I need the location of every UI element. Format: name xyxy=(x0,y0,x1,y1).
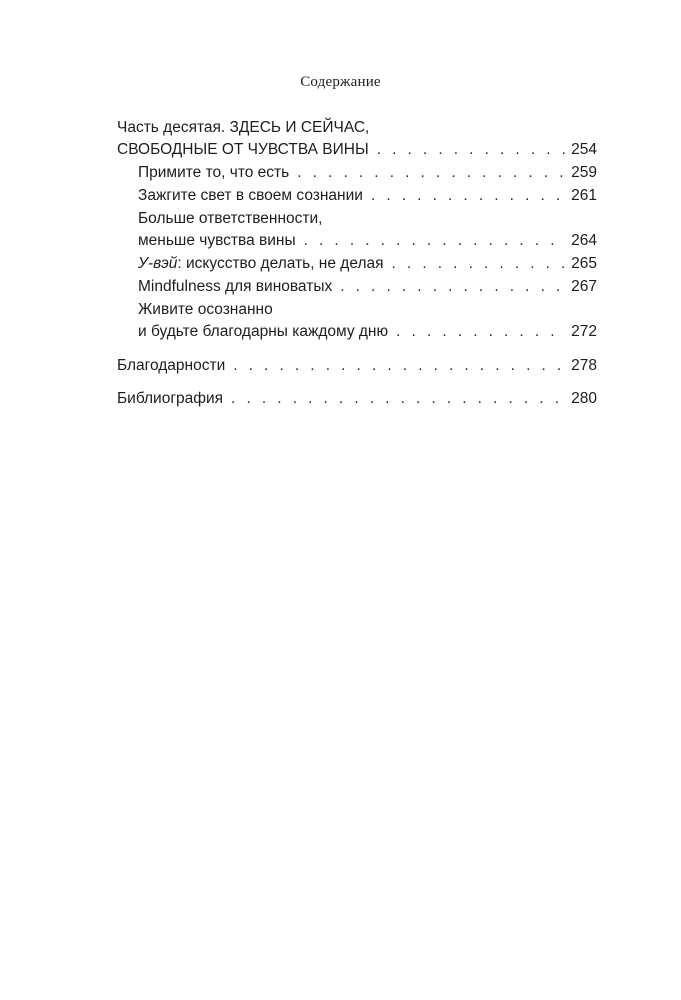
toc-entry-live-consciously xyxy=(117,299,597,343)
dot-leader xyxy=(371,185,565,207)
toc-page-number: 280 xyxy=(571,390,597,407)
toc-entry-part-ten xyxy=(117,117,597,161)
toc-entry-title-line1: Часть десятая. ЗДЕСЬ И СЕЙЧАС, xyxy=(117,119,370,136)
running-head: Содержание xyxy=(300,74,381,90)
toc-entry-title: Mindfulness для виноватых xyxy=(138,278,333,295)
toc-page-number: 265 xyxy=(571,255,597,272)
dot-leader xyxy=(304,230,566,252)
toc-page-number: 272 xyxy=(571,323,597,340)
dot-leader xyxy=(377,139,565,161)
toc-entry-wu-wei xyxy=(117,253,597,275)
dot-leader xyxy=(231,388,565,410)
toc-entry-title-line2: СВОБОДНЫЕ ОТ ЧУВСТВА ВИНЫ xyxy=(117,141,369,158)
toc-entry-title-line1: Живите осознанно xyxy=(138,301,273,318)
toc-entry-mindfulness xyxy=(117,276,597,298)
toc-entry-title: Библиография xyxy=(117,390,224,407)
toc-entry-title-italic: У-вэй xyxy=(138,255,178,272)
toc-page-number: 264 xyxy=(571,232,597,249)
toc-entry-title: Зажгите свет в своем сознании xyxy=(138,187,363,204)
toc-entry-bibliography xyxy=(117,388,597,410)
toc-entry-title-line1: Больше ответственности, xyxy=(138,210,323,227)
toc-entry-title-rest: : искусство делать, не делая xyxy=(177,255,384,272)
dot-leader xyxy=(297,162,565,184)
toc-page-number: 278 xyxy=(571,357,597,374)
toc-entry-title-line2: меньше чувства вины xyxy=(138,232,296,249)
toc-page-number: 267 xyxy=(571,278,597,295)
toc-entry-acknowledgements xyxy=(117,355,597,377)
toc-entry-light xyxy=(117,185,597,207)
toc-entry-title xyxy=(138,253,384,275)
toc-entry-responsibility xyxy=(117,208,597,252)
toc-page-number: 261 xyxy=(571,187,597,204)
toc-entry-title: Примите то, что есть xyxy=(138,164,290,181)
dot-leader xyxy=(392,253,566,275)
toc-entry-accept xyxy=(117,162,597,184)
table-of-contents xyxy=(117,117,597,410)
toc-page-number: 254 xyxy=(571,141,597,158)
dot-leader xyxy=(396,321,565,343)
toc-entry-title-line2: и будьте благодарны каждому дню xyxy=(138,323,389,340)
dot-leader xyxy=(340,276,565,298)
dot-leader xyxy=(233,355,565,377)
toc-entry-title: Благодарности xyxy=(117,357,226,374)
toc-page-number: 259 xyxy=(571,164,597,181)
